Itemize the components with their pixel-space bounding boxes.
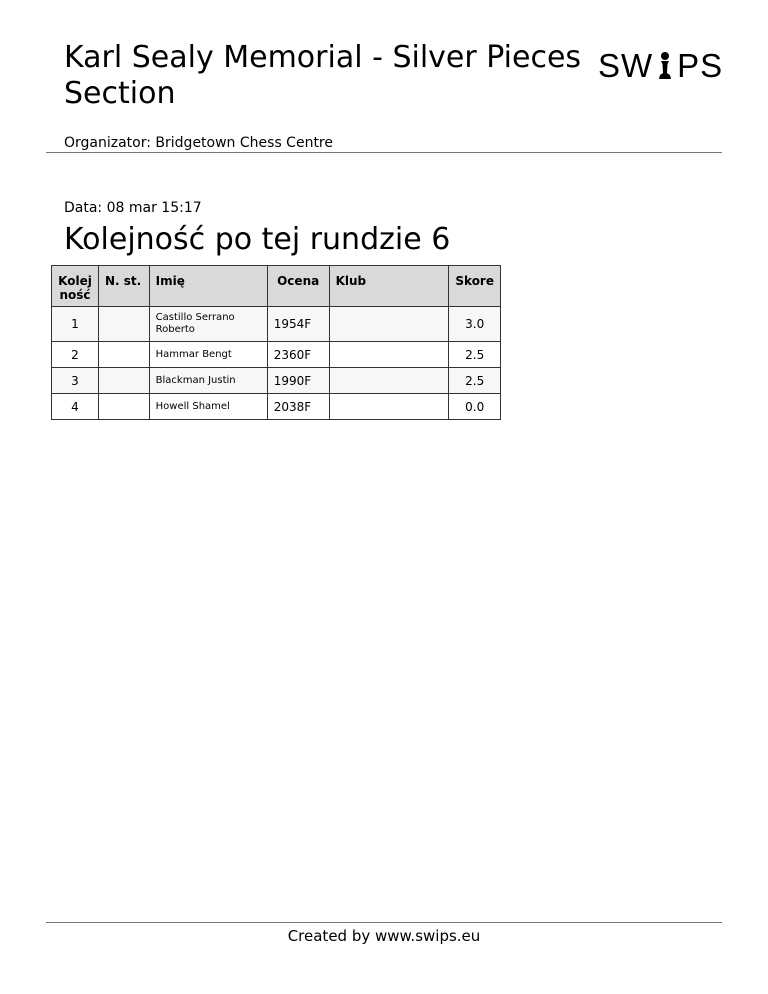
cell-club xyxy=(329,368,449,394)
logo-text-right: PS xyxy=(677,47,724,84)
col-header-rank: Kolej ność xyxy=(52,266,99,307)
tournament-title: Karl Sealy Memorial - Silver Pieces Section xyxy=(64,40,582,111)
cell-rank: 1 xyxy=(52,307,99,342)
cell-start-no xyxy=(98,307,149,342)
col-header-club: Klub xyxy=(329,266,449,307)
cell-name: Hammar Bengt xyxy=(149,342,267,368)
cell-club xyxy=(329,342,449,368)
cell-name: Blackman Justin xyxy=(149,368,267,394)
cell-club xyxy=(329,307,449,342)
col-header-rating: Ocena xyxy=(267,266,329,307)
cell-rating: 2360F xyxy=(267,342,329,368)
cell-rank: 2 xyxy=(52,342,99,368)
cell-score: 2.5 xyxy=(449,368,501,394)
cell-start-no xyxy=(98,342,149,368)
cell-name: Howell Shamel xyxy=(149,394,267,420)
cell-score: 0.0 xyxy=(449,394,501,420)
cell-start-no xyxy=(98,394,149,420)
table-row xyxy=(52,307,501,342)
table-row xyxy=(52,394,501,420)
table-row xyxy=(52,368,501,394)
chess-pawn-icon xyxy=(655,51,675,81)
cell-club xyxy=(329,394,449,420)
cell-rank: 3 xyxy=(52,368,99,394)
col-header-start-no: N. st. xyxy=(98,266,149,307)
cell-name: Castillo Serrano Roberto xyxy=(149,307,267,342)
col-header-name: Imię xyxy=(149,266,267,307)
col-header-score: Skore xyxy=(449,266,501,307)
report-date: Data: 08 mar 15:17 xyxy=(64,200,202,216)
header-divider xyxy=(46,152,722,153)
logo-text-left: SW xyxy=(598,47,654,84)
cell-rating: 1990F xyxy=(267,368,329,394)
table-row xyxy=(52,342,501,368)
footer-credit: Created by www.swips.eu xyxy=(287,927,481,945)
table-header-row xyxy=(52,266,501,307)
footer-divider xyxy=(46,922,722,923)
swips-logo xyxy=(598,46,723,86)
organizer-line: Organizator: Bridgetown Chess Centre xyxy=(64,135,333,151)
cell-score: 2.5 xyxy=(449,342,501,368)
cell-score: 3.0 xyxy=(449,307,501,342)
cell-start-no xyxy=(98,368,149,394)
cell-rating: 2038F xyxy=(267,394,329,420)
cell-rank: 4 xyxy=(52,394,99,420)
cell-rating: 1954F xyxy=(267,307,329,342)
standings-heading: Kolejność po tej rundzie 6 xyxy=(64,222,451,257)
standings-table xyxy=(51,265,501,420)
